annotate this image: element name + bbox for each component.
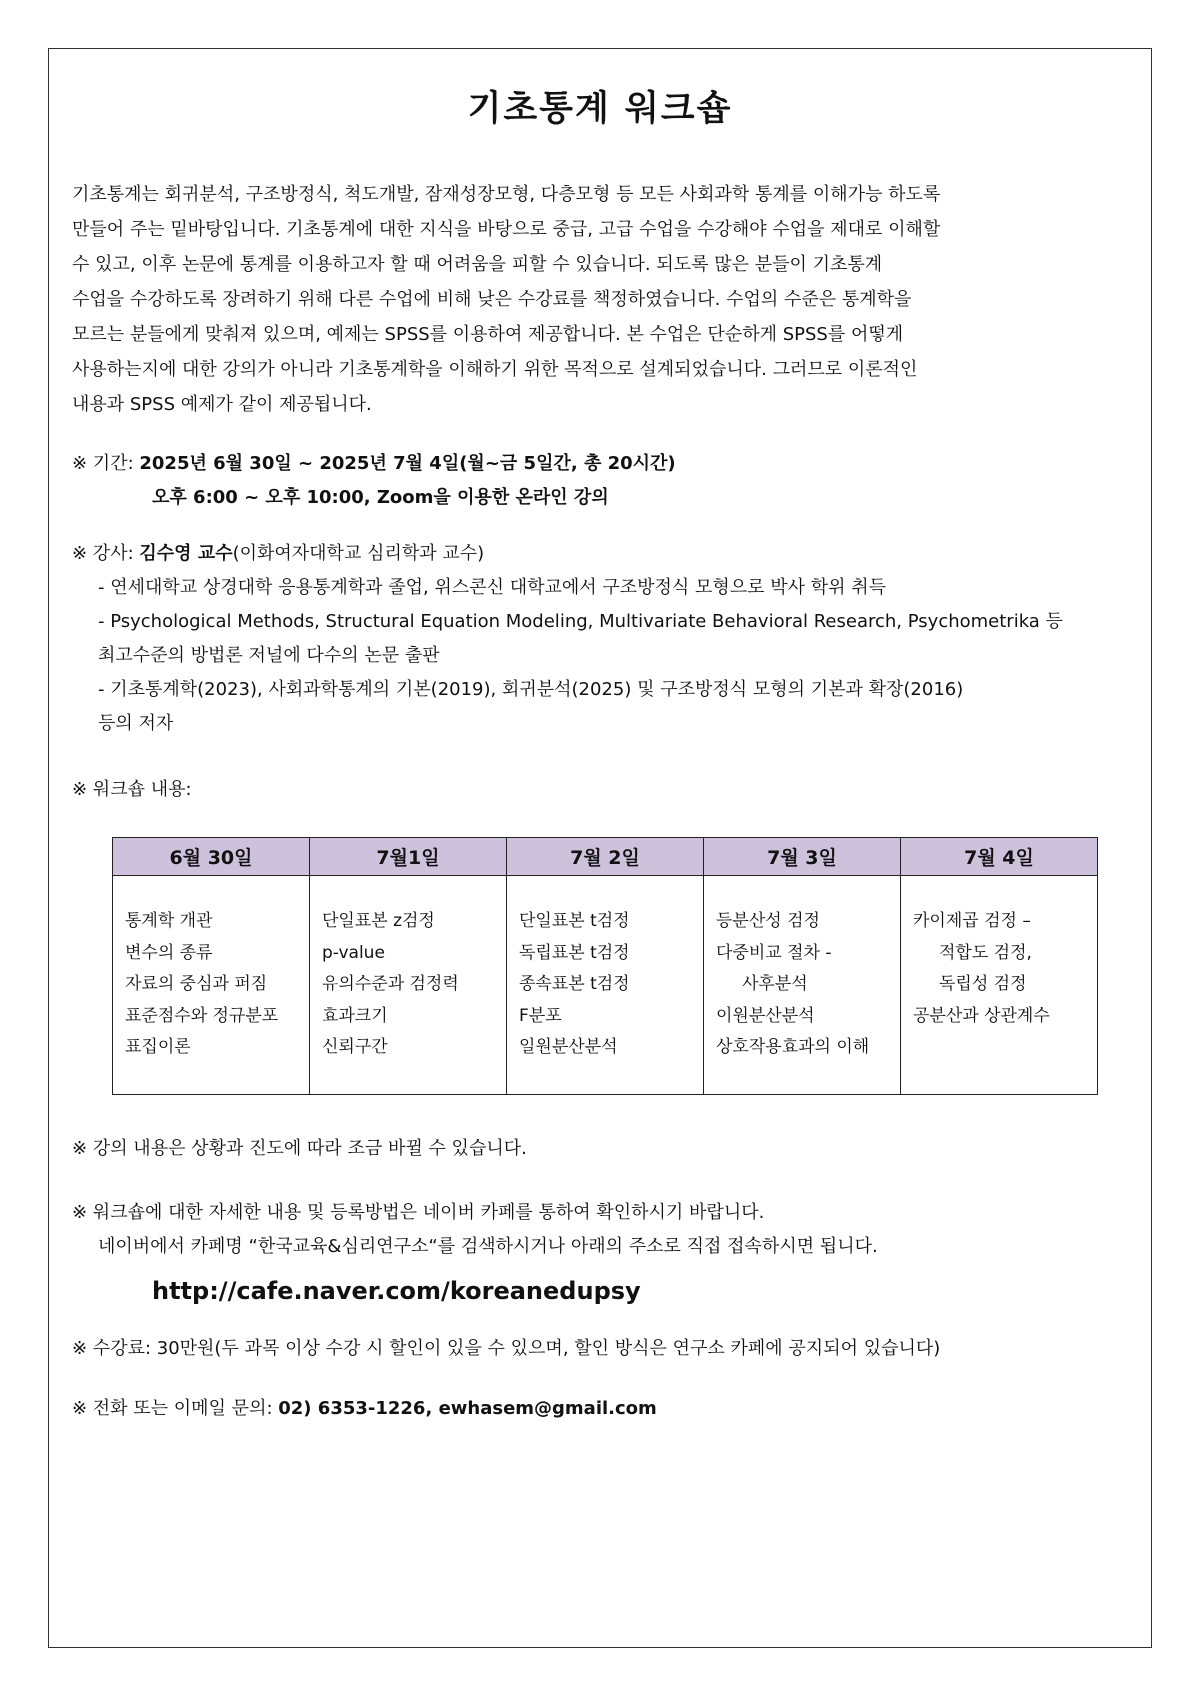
period-line — [72, 447, 1128, 481]
topic-item: 자료의 중심과 퍼짐 — [125, 974, 268, 994]
topic-item: p-value — [322, 942, 385, 963]
page-title: 기초통계 워크숍 — [467, 89, 733, 129]
instructor-name: 김수영 교수 — [139, 543, 233, 564]
instructor-bio-line: - 연세대학교 상경대학 응용통계학과 졸업, 위스콘신 대학교에서 구조방정식 모형으로 박사 학위 취득 — [98, 577, 887, 598]
instructor-bio-line: - Psychological Methods, Structural Equation Modeling, Multivariate Behavioral Research, Psychometrika 등 — [98, 611, 1063, 632]
topic-item: 종속표본 t검정 — [519, 974, 630, 994]
topic-item: 단일표본 t검정 — [519, 911, 630, 931]
intro-line: 기초통계는 회귀분석, 구조방정식, 척도개발, 잠재성장모형, 다층모형 등 모든 사회과학 통계를 이해가능 하도록 — [72, 184, 941, 205]
instructor-bio-line: - 기초통계학(2023), 사회과학통계의 기본(2019), 회귀분석(2025) 및 구조방정식 모형의 기본과 확장(2016) — [98, 679, 964, 700]
contact-label: ※ 전화 또는 이메일 문의: — [72, 1398, 279, 1419]
topic-item: 통계학 개관 — [125, 911, 213, 931]
topic-item: 독립성 검정 — [939, 974, 1027, 994]
topic-item: 적합도 검정, — [939, 942, 1032, 963]
topic-item: 독립표본 t검정 — [519, 942, 630, 963]
topic-item: 신뢰구간 — [322, 1037, 388, 1057]
topic-item: 표준점수와 정규분포 — [125, 1005, 279, 1026]
instructor-affiliation: (이화여자대학교 심리학과 교수) — [232, 543, 485, 564]
intro-line: 내용과 SPSS 예제가 같이 제공됩니다. — [72, 394, 372, 415]
contact-value[interactable]: 02) 6353-1226, ewhasem@gmail.com — [278, 1398, 657, 1419]
instructor-bio-line: 등의 저자 — [98, 713, 174, 734]
schedule-header-row — [113, 838, 1098, 876]
instructor-section — [72, 537, 1128, 741]
day-topics-cell — [507, 876, 704, 1095]
topic-item: 등분산성 검정 — [716, 911, 820, 931]
day-header: 7월 4일 — [901, 838, 1098, 876]
day-topics-cell — [310, 876, 507, 1095]
workshop-label: ※ 워크숍 내용: — [72, 779, 192, 800]
day-header: 7월1일 — [310, 838, 507, 876]
topic-item: 유의수준과 검정력 — [322, 974, 459, 994]
topic-item: 사후분석 — [742, 974, 808, 994]
topic-item: 공분산과 상관계수 — [913, 1005, 1050, 1026]
registration-section — [72, 1196, 1128, 1264]
fee-info: ※ 수강료: 30만원(두 과목 이상 수강 시 할인이 있을 수 있으며, 할인 방식은 연구소 카페에 공지되어 있습니다) — [72, 1338, 941, 1359]
registration-line: 네이버에서 카페명 “한국교육&심리연구소“를 검색하시거나 아래의 주소로 직접 접속하시면 됩니다. — [98, 1236, 878, 1257]
topic-item: 일원분산분석 — [519, 1037, 618, 1057]
day-header: 6월 30일 — [113, 838, 310, 876]
schedule-table — [112, 837, 1098, 1095]
day-topics-cell — [901, 876, 1098, 1095]
topic-item: 카이제곱 검정 – — [913, 911, 1031, 931]
registration-line: ※ 워크숍에 대한 자세한 내용 및 등록방법은 네이버 카페를 통하여 확인하시기 바랍니다. — [72, 1202, 765, 1223]
intro-line: 만들어 주는 밑바탕입니다. 기초통계에 대한 지식을 바탕으로 중급, 고급 수업을 수강해야 수업을 제대로 이해할 — [72, 219, 941, 240]
intro-line: 수업을 수강하도록 장려하기 위해 다른 수업에 비해 낮은 수강료를 책정하였습니다. 수업의 수준은 통계학을 — [72, 289, 912, 310]
intro-paragraph — [72, 177, 1132, 422]
topic-item: 이원분산분석 — [716, 1005, 815, 1026]
schedule-topics-row — [113, 876, 1098, 1095]
topic-item: 단일표본 z검정 — [322, 911, 435, 931]
cafe-url-link[interactable]: http://cafe.naver.com/koreanedupsy — [152, 1277, 641, 1305]
period-section — [72, 447, 1128, 515]
topic-item: 효과크기 — [322, 1005, 388, 1026]
day-topics-cell — [113, 876, 310, 1095]
day-topics-cell — [704, 876, 901, 1095]
topic-item: 표집이론 — [125, 1037, 191, 1057]
topic-item: 상호작용효과의 이해 — [716, 1037, 870, 1057]
topic-item: F분포 — [519, 1005, 562, 1026]
instructor-label: ※ 강사: — [72, 543, 140, 564]
period-dates: 2025년 6월 30일 ~ 2025년 7월 4일(월~금 5일간, 총 20시간) — [139, 453, 676, 474]
period-label: ※ 기간: — [72, 453, 140, 474]
topic-item: 다중비교 절차 - — [716, 942, 832, 963]
change-notice: ※ 강의 내용은 상황과 진도에 따라 조금 바뀔 수 있습니다. — [72, 1138, 527, 1159]
instructor-bio-line: 최고수준의 방법론 저널에 다수의 논문 출판 — [98, 645, 440, 666]
flyer-content — [72, 48, 1128, 1426]
day-header: 7월 3일 — [704, 838, 901, 876]
intro-line: 사용하는지에 대한 강의가 아니라 기초통계학을 이해하기 위한 목적으로 설계되었습니다. 그러므로 이론적인 — [72, 359, 918, 380]
day-header: 7월 2일 — [507, 838, 704, 876]
intro-line: 모르는 분들에게 맞춰져 있으며, 예제는 SPSS를 이용하여 제공합니다. 본 수업은 단순하게 SPSS를 어떻게 — [72, 324, 904, 345]
topic-item: 변수의 종류 — [125, 942, 213, 963]
period-time: 오후 6:00 ~ 오후 10:00, Zoom을 이용한 온라인 강의 — [152, 487, 609, 508]
contact-info — [72, 1392, 1128, 1426]
intro-line: 수 있고, 이후 논문에 통계를 이용하고자 할 때 어려움을 피할 수 있습니다. 되도록 많은 분들이 기초통계 — [72, 254, 883, 275]
instructor-line — [72, 537, 1128, 571]
